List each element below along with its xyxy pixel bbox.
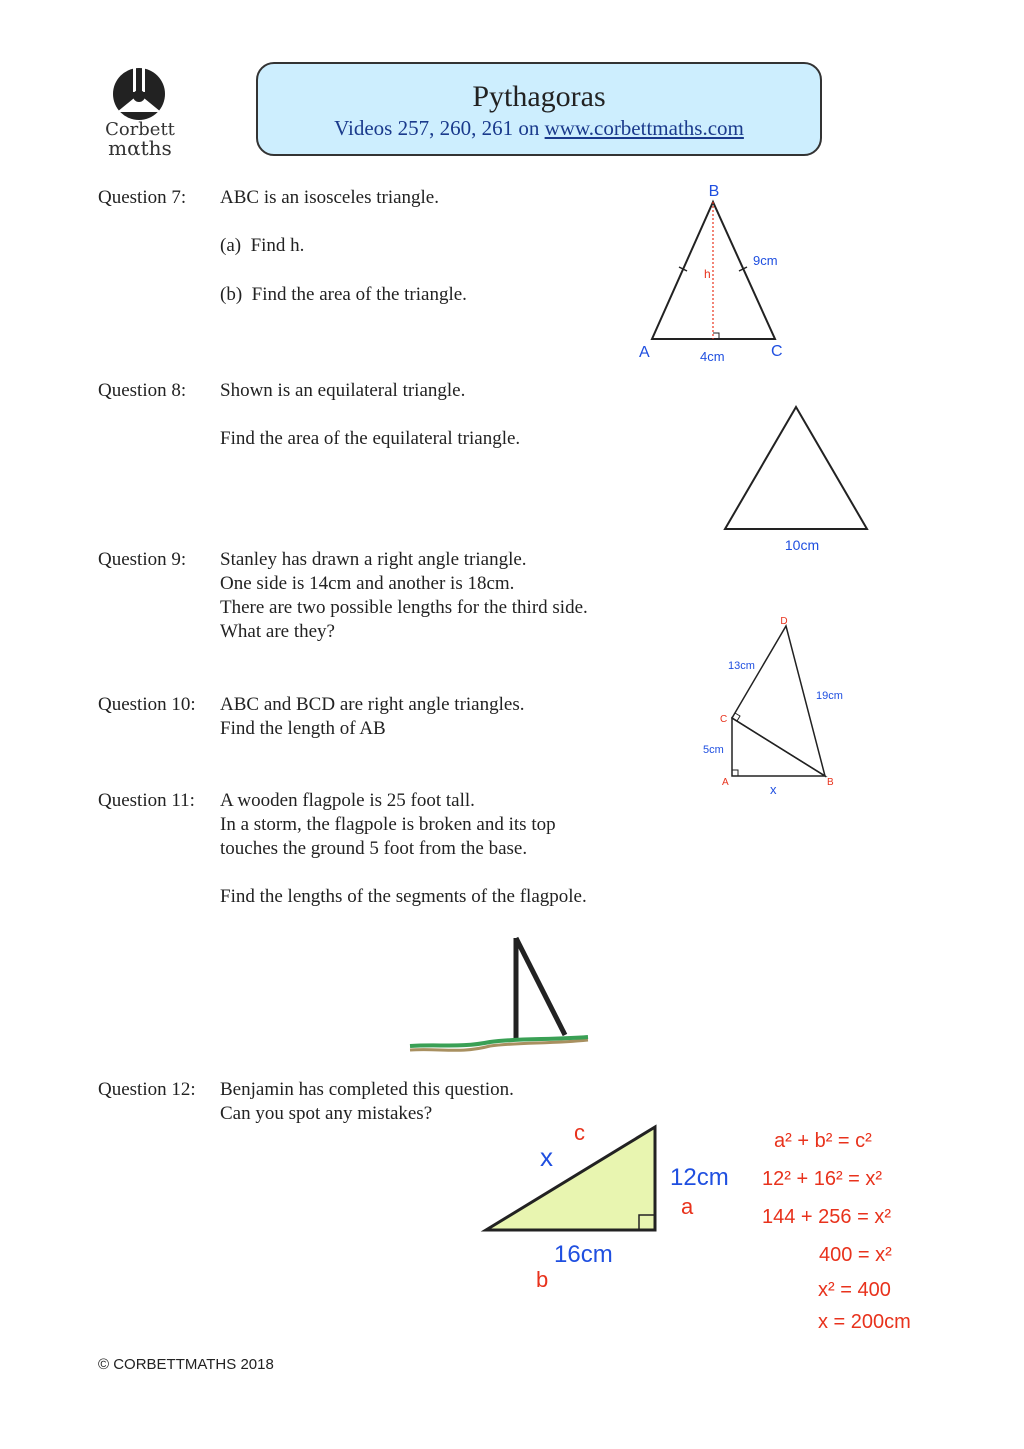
base-length-16cm: 16cm — [554, 1241, 613, 1268]
question-8-line-1: Shown is an equilateral triangle. — [220, 380, 466, 401]
question-12-line-2: Can you spot any mistakes? — [220, 1103, 433, 1124]
equilateral-triangle-shape — [725, 407, 867, 529]
website-link[interactable]: www.corbettmaths.com — [544, 116, 744, 140]
figure-isosceles-triangle — [630, 175, 800, 370]
bd-length-label: 19cm — [816, 690, 843, 702]
logo-emblem-icon — [95, 68, 185, 124]
question-11-line-3: touches the ground 5 foot from the base. — [220, 838, 528, 859]
question-9-line-2: One side is 14cm and another is 18cm. — [220, 573, 515, 594]
ab-length-label: x — [770, 782, 777, 797]
equilateral-base-label: 10cm — [784, 537, 820, 553]
hypotenuse-label-x: x — [540, 1142, 553, 1172]
logo-text-corbett: Corbett — [105, 119, 175, 140]
working-line-6: x = 200cm — [818, 1311, 911, 1333]
triangle-bcd — [732, 626, 825, 776]
question-7-label: Question 7: — [98, 187, 187, 208]
ac-length-label: 5cm — [703, 744, 724, 756]
figure-two-right-triangles — [700, 610, 860, 800]
question-8-line-3: Find the area of the equilateral triangle. — [220, 428, 521, 449]
flagpole-broken-segment — [516, 938, 565, 1035]
question-11-label: Question 11: — [98, 790, 195, 811]
page-subtitle — [258, 114, 820, 142]
question-9-line-3: There are two possible lengths for the third side. — [220, 597, 588, 618]
benjamin-triangle-shape — [486, 1127, 655, 1230]
working-line-4: 400 = x² — [819, 1244, 892, 1266]
vertex-label-a2: A — [722, 777, 729, 788]
vertex-label-c2: C — [720, 714, 728, 725]
question-7-line-1: ABC is an isosceles triangle. — [220, 187, 439, 208]
copyright-footer: © CORBETTMATHS 2018 — [98, 1356, 274, 1373]
base-letter-b: b — [536, 1267, 549, 1292]
question-9-line-4: What are they? — [220, 621, 335, 642]
side-length-label: 9cm — [753, 253, 778, 268]
question-8-label: Question 8: — [98, 380, 187, 401]
question-12-line-1: Benjamin has completed this question. — [220, 1079, 514, 1100]
question-12-label: Question 12: — [98, 1079, 196, 1100]
vertex-label-b: B — [708, 183, 720, 200]
question-10-line-2: Find the length of AB — [220, 718, 386, 739]
figure-benjamin-triangle — [470, 1110, 740, 1295]
question-9-line-1: Stanley has drawn a right angle triangle. — [220, 549, 527, 570]
question-11-line-2: In a storm, the flagpole is broken and its top — [220, 814, 556, 835]
logo-text-maths: mαths — [108, 136, 172, 160]
question-7-line-5: (b) Find the area of the triangle. — [220, 284, 467, 305]
question-10-label: Question 10: — [98, 694, 196, 715]
working-line-1: a² + b² = c² — [774, 1130, 872, 1152]
question-9-label: Question 9: — [98, 549, 187, 570]
subtitle-prefix: Videos 257, 260, 261 on — [334, 116, 545, 140]
question-7-line-3: (a) Find h. — [220, 235, 305, 256]
triangle-abc — [732, 718, 825, 776]
figure-equilateral-triangle — [715, 400, 880, 555]
vertex-label-c: C — [771, 343, 783, 360]
cd-length-label: 13cm — [728, 660, 755, 672]
vertical-length-12cm: 12cm — [670, 1164, 729, 1191]
page-title: Pythagoras — [472, 80, 606, 113]
vertex-label-a: A — [639, 344, 650, 361]
figure-broken-flagpole — [400, 930, 600, 1060]
height-label: h — [704, 267, 711, 281]
working-line-5: x² = 400 — [818, 1279, 891, 1301]
hypotenuse-letter-c: c — [574, 1120, 585, 1145]
right-angle-mark-a — [732, 770, 738, 776]
working-line-2: 12² + 16² = x² — [762, 1168, 883, 1190]
vertex-label-b2: B — [827, 777, 834, 788]
header-box — [256, 62, 822, 156]
base-length-label: 4cm — [700, 349, 725, 364]
question-11-line-5: Find the lengths of the segments of the flagpole. — [220, 886, 587, 907]
vertex-label-d: D — [780, 616, 788, 627]
working-line-3: 144 + 256 = x² — [762, 1206, 891, 1228]
corbett-maths-logo — [95, 68, 185, 160]
vertical-letter-a: a — [681, 1194, 694, 1219]
question-11-line-1: A wooden flagpole is 25 foot tall. — [220, 790, 475, 811]
question-10-line-1: ABC and BCD are right angle triangles. — [220, 694, 525, 715]
